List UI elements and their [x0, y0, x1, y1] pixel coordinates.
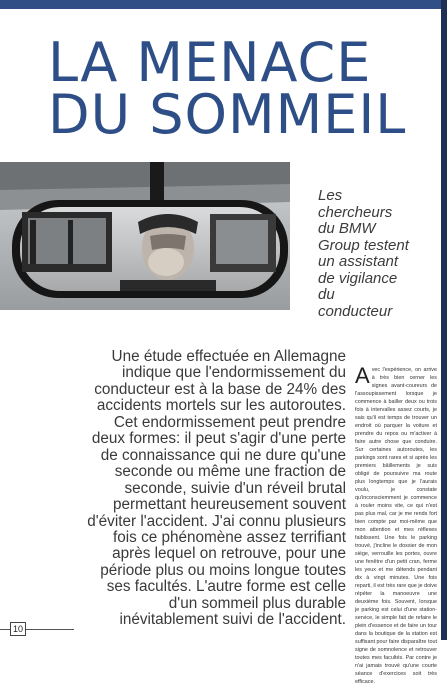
body-text: vec l'expérience, on arrive à très bien cerner les signes avant-coureurs de l'assoupissement lorsque je commence à bailler deux ou trois fois à intervalles assez courts, je sais qu'il est temps de trouver un endroit où parquer la voiture et prendre du repos ou m'activer à faire autre chose que conduire. Sur certaines autoroutes, les parkings sont rares et si après les premiers bâillements je suis obligé de poursuivre ma route plus longtemps que je l'aurais voulu, je constate qu'inconsciemment je commence à rouler moins vite, ce qui n'est pas plus mal, car je me rends fort bien compte par moi-même que mon attention et mes réflexes faiblissent. Une fois le parking trouvé, j'incline le dossier de mon siège, verrouille les portes, ouvre une fenêtre d'un petit cran, ferme les yeux et me détends pendant dix à vingt minutes. Une fois reparti, il est très rare que je doive répéter la manoeuvre une deuxième fois. Souvent, lorsque je parking est celui d'une station-service, le simple fait de refaire le plein d'essence et de faire un tour dans la boutique de la station est suffisant pour faire disparaître tout signe de somnolence et retrouver toutes mes facultés. Par contre je n'ai jamais trouvé qu'une courte séance d'exercices soit très efficace.	[355, 367, 437, 685]
deck-line: de vigilance	[318, 269, 398, 287]
lead-line: deux formes: il peut s'agir d'une perte	[91, 430, 346, 448]
lead-line: de connaissance qui ne dure qu'une	[100, 446, 346, 464]
deck-line: du	[318, 286, 335, 303]
drop-cap: A	[355, 363, 370, 388]
deck-line: conducteur	[318, 302, 393, 320]
deck-line: un assistant	[318, 253, 399, 270]
rearview-mirror-photo	[0, 162, 290, 310]
lead-line: d'un sommeil plus durable	[168, 594, 346, 612]
lead-line: ses facultés. L'autre forme est celle	[106, 578, 346, 596]
deck-line: Group testent	[318, 236, 409, 254]
lead-paragraph	[16, 349, 346, 629]
page-edge-strip	[441, 0, 447, 640]
lead-line: accidents mortels sur les autoroutes.	[96, 397, 346, 415]
lead-line: Une étude effectuée en Allemagne	[111, 348, 346, 365]
lead-line: seconde ou même une fraction de	[114, 463, 346, 481]
lead-line: conducteur est à la base de 24% des	[94, 380, 346, 398]
lead-line: inévitablement suivi de l'accident.	[119, 611, 346, 629]
body-column	[355, 363, 437, 686]
deck-line: du BMW	[318, 220, 376, 237]
deck-line: Les	[318, 187, 343, 204]
lead-line: indique que l'endormissement du	[121, 364, 346, 382]
lead-line: seconde, suivie d'un réveil brutal	[124, 479, 346, 497]
page-folio	[0, 620, 80, 640]
article-title-line-2: DU SOMMEIL	[48, 83, 407, 146]
page-number: 10	[10, 622, 26, 636]
top-color-band	[0, 0, 447, 9]
lead-line: d'éviter l'accident. J'ai connu plusieurs	[87, 512, 346, 530]
article-deck	[318, 188, 436, 320]
lead-line: après lequel on retrouve, pour une	[112, 545, 346, 563]
lead-line: permettant heureusement souvent	[113, 496, 346, 514]
lead-line: Cet endormissement peut prendre	[113, 413, 346, 431]
lead-line: période plus ou moins longue toutes	[100, 561, 346, 579]
article-title-line-1: LA MENACE	[48, 31, 372, 94]
deck-line: chercheurs	[318, 203, 393, 221]
lead-line: fois ce phénomène assez terrifiant	[113, 528, 346, 546]
